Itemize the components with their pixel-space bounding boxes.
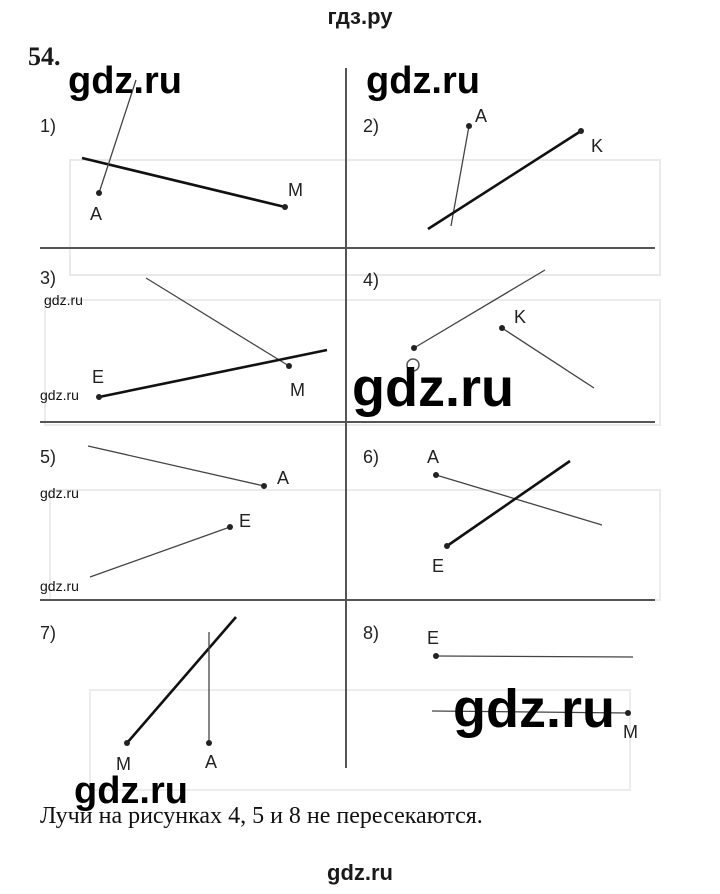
panel-8-point-m [625, 710, 631, 716]
panel-6-point-a [433, 472, 439, 478]
panel-8-label-m: M [623, 722, 638, 742]
panel-label-6: 6) [363, 447, 380, 467]
panel-7-point-a [206, 740, 212, 746]
panel-5-label-e: E [239, 511, 252, 531]
panel-7-drawing [124, 617, 236, 746]
panel-6-ray-a [436, 475, 602, 525]
panel-4-point-o [411, 345, 417, 351]
panel-2-drawing [428, 123, 584, 229]
site-footer[interactable]: gdz.ru [327, 860, 393, 885]
watermark-small-4: gdz.ru [40, 578, 79, 594]
watermark-top-right: gdz.ru [366, 60, 480, 102]
panel-label-5: 5) [40, 447, 57, 467]
panel-6-label-e: E [432, 556, 445, 576]
panel-2-label-k: K [591, 136, 604, 156]
panel-label-2: 2) [363, 116, 380, 136]
panel-1-label-m: M [288, 180, 303, 200]
panel-label-1: 1) [40, 116, 57, 136]
watermark-center: gdz.ru [352, 358, 514, 418]
panel-1-label-a: A [90, 204, 103, 224]
watermark-small-1: gdz.ru [44, 292, 83, 308]
panel-1-point-m [282, 204, 288, 210]
panel-1-point-a [96, 190, 102, 196]
panel-label-4: 4) [363, 270, 380, 290]
watermark-small-2: gdz.ru [40, 387, 79, 403]
panel-6-label-a: A [427, 447, 440, 467]
panel-1-line-thick [82, 158, 285, 207]
panel-label-8: 8) [363, 623, 380, 643]
panel-3-label-m: M [290, 380, 305, 400]
panel-7-point-m [124, 740, 130, 746]
panel-8-label-e: E [427, 628, 440, 648]
panel-4-label-k: K [514, 307, 527, 327]
watermark-small-3: gdz.ru [40, 485, 79, 501]
watermark-bottom-right: gdz.ru [453, 679, 615, 739]
panel-6-point-e [444, 543, 450, 549]
answer-text: Лучи на рисунках 4, 5 и 8 не пересекаются. [40, 803, 483, 829]
panel-2-ray-k [428, 131, 581, 229]
panel-5-ray-e [90, 527, 230, 577]
watermark-bottom-left: gdz.ru [74, 770, 188, 812]
panel-5-point-e [227, 524, 233, 530]
panel-2-point-k [578, 128, 584, 134]
panel-7-label-a: A [205, 752, 218, 772]
panel-4-point-k [499, 325, 505, 331]
panel-5-ray-a [88, 446, 264, 486]
panel-3-point-e [96, 394, 102, 400]
panel-3-point-m [286, 363, 292, 369]
panel-6-drawing [433, 461, 602, 549]
panel-6-ray-e [447, 461, 570, 546]
site-header[interactable]: гдз.ру [327, 4, 393, 29]
panel-5-label-a: A [277, 468, 290, 488]
panel-4-ray-k [502, 328, 594, 388]
watermark-top-left: gdz.ru [68, 60, 182, 102]
panel-5-point-a [261, 483, 267, 489]
panel-8-point-e [433, 653, 439, 659]
panel-label-7: 7) [40, 623, 57, 643]
panel-2-point-a [466, 123, 472, 129]
panel-7-label-m: M [116, 754, 131, 774]
panel-3-ray-m [146, 278, 289, 366]
panel-7-ray-m [127, 617, 236, 743]
panel-3-label-e: E [92, 367, 105, 387]
panel-2-label-a: A [475, 106, 488, 126]
panel-8-ray-e [436, 656, 633, 657]
problem-number: 54. [28, 42, 61, 71]
panel-label-3: 3) [40, 268, 57, 288]
